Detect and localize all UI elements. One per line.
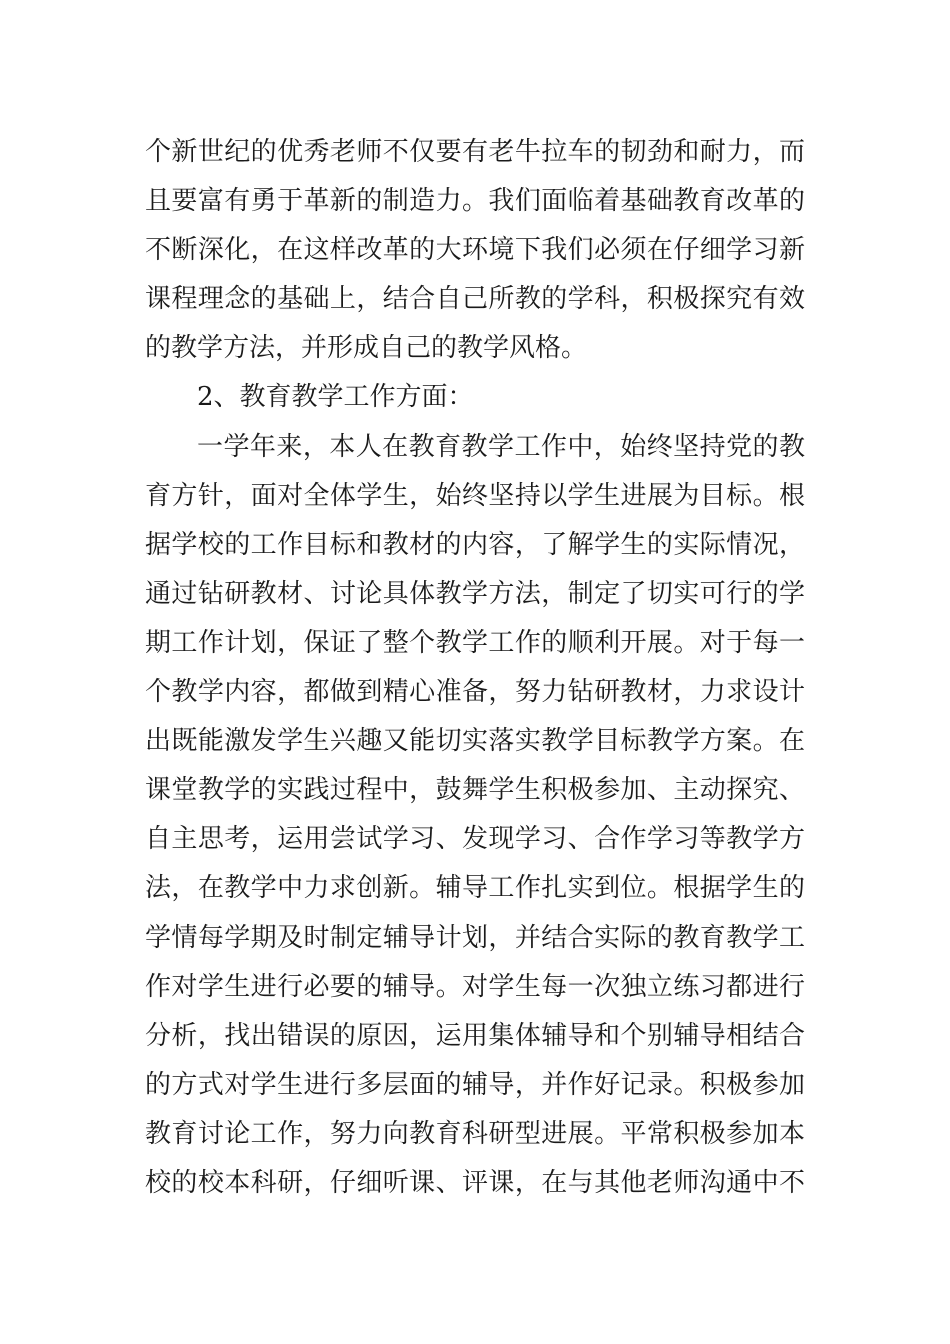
paragraph-2-line-12: 作对学生进行必要的辅导。对学生每一次独立练习都进行 [145,971,805,1002]
paragraph-2-line-6: 个教学内容，都做到精心准备，努力钻研教材，力求设计 [145,677,805,708]
paragraph-2-line-4: 通过钻研教材、讨论具体教学方法，制定了切实可行的学 [145,578,805,609]
paragraph-2-line-16: 校的校本科研，仔细听课、评课，在与其他老师沟通中不 [145,1167,805,1198]
paragraph-2-line-10: 法，在教学中力求创新。辅导工作扎实到位。根据学生的 [145,873,805,904]
section-heading: 2、教育教学工作方面： [197,382,474,413]
paragraph-2-line-9: 自主思考，运用尝试学习、发现学习、合作学习等教学方 [145,824,805,855]
paragraph-1-line-1: 个新世纪的优秀老师不仅要有老牛拉车的韧劲和耐力，而 [145,137,805,167]
paragraph-1-line-5: 的教学方法，并形成自己的教学风格。 [145,333,588,364]
paragraph-1-line-3: 不断深化，在这样改革的大环境下我们必须在仔细学习新 [145,235,805,266]
document-body [145,128,805,1208]
paragraph-1-line-2: 且要富有勇于革新的制造力。我们面临着基础教育改革的 [145,186,805,217]
paragraph-2-line-15: 教育讨论工作，努力向教育科研型进展。平常积极参加本 [145,1118,805,1149]
paragraph-2-line-3: 据学校的工作目标和教材的内容，了解学生的实际情况， [145,529,805,560]
paragraph-2-line-7: 出既能激发学生兴趣又能切实落实教学目标教学方案。在 [145,726,805,757]
paragraph-2-line-5: 期工作计划，保证了整个教学工作的顺利开展。对于每一 [145,627,805,658]
paragraph-2-line-13: 分析，找出错误的原因，运用集体辅导和个别辅导相结合 [145,1020,805,1051]
paragraph-1-line-4: 课程理念的基础上，结合自己所教的学科，积极探究有效 [145,284,805,315]
paragraph-2-line-8: 课堂教学的实践过程中，鼓舞学生积极参加、主动探究、 [145,775,805,806]
paragraph-2-line-2: 育方针，面对全体学生，始终坚持以学生进展为目标。根 [145,480,805,511]
paragraph-2-line-11: 学情每学期及时制定辅导计划，并结合实际的教育教学工 [145,922,805,953]
paragraph-2-line-1: 一学年来，本人在教育教学工作中，始终坚持党的教 [197,431,805,462]
paragraph-2-line-14: 的方式对学生进行多层面的辅导，并作好记录。积极参加 [145,1069,805,1100]
